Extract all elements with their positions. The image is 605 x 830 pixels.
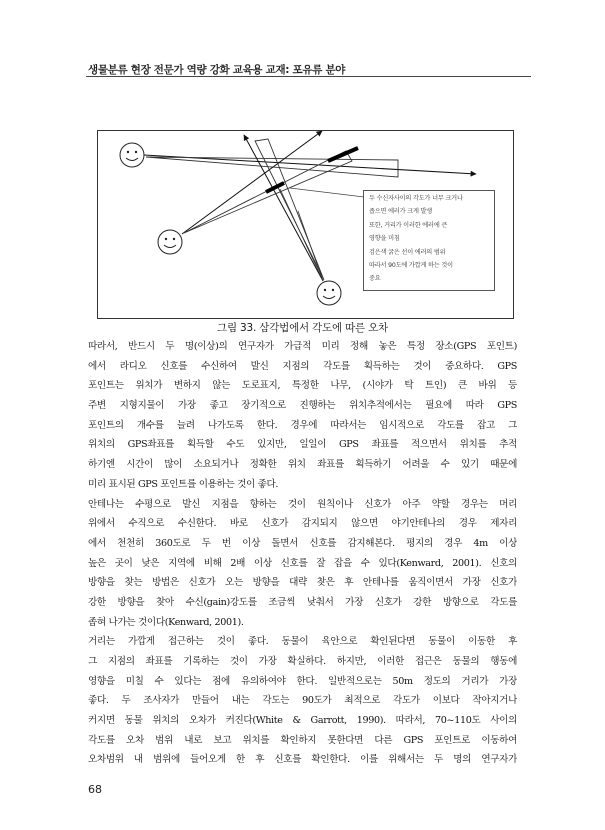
figure-caption: 그림 33. 삼각법에서 각도에 따른 오차 xyxy=(217,322,388,334)
body-line: 포인트는 위치가 변하지 않는 도로표지, 특정한 나무, (시야가 탁 트인) 큰 바위 등 xyxy=(88,380,517,392)
smiley-face-icon xyxy=(158,230,182,254)
body-line: 안테나는 수평으로 발신 지점을 향하는 것이 원칙이나 신호가 아주 약할 경우는 머리 xyxy=(88,498,517,510)
body-line: 포인트의 개수를 늘려 나가도록 한다. 경우에 따라서는 임시적으로 각도를 잡고 그 xyxy=(88,419,517,431)
callout-line: 영향을 미침 xyxy=(369,235,400,243)
body-line: 그 지점의 좌표를 기록하는 것이 가장 확실하다. 하지만, 이러한 접근은 동물의 행동에 xyxy=(88,656,517,667)
callout-line: 또한, 거리가 이러한 에러에 큰 xyxy=(369,221,448,229)
body-line: 주변 지형지물이 가장 좋고 장기적으로 진행하는 위치추적에서는 필요에 따라 GPS xyxy=(88,400,517,412)
page-number: 68 xyxy=(88,783,102,796)
running-header: 생물분류 현장 전문가 역량 강화 교육용 교재: 포유류 분야 xyxy=(88,64,346,76)
body-line: 따라서, 반드시 두 명(이상)의 연구자가 가급적 미리 정해 놓은 특정 장소(GPS 포인트) xyxy=(88,341,517,352)
header-rule xyxy=(86,76,531,77)
callout-box xyxy=(363,190,495,291)
body-line: 위치의 GPS좌표를 획득할 수도 있지만, 일일이 GPS 좌표를 적으면서 위치를 추적 xyxy=(88,439,517,451)
smiley-face-icon xyxy=(120,143,144,167)
callout-line: 검은색 굵은 선이 에러의 범위 xyxy=(369,248,446,256)
smiley-face-icon xyxy=(317,281,341,305)
body-line: 좁혀 나가는 것이다(Kenward, 2001). xyxy=(88,616,244,628)
body-line: 각도를 오차 범위 내로 보고 위치를 확인하지 못한다면 다른 GPS 포인트로 이동하여 xyxy=(88,734,517,746)
body-line: 에서 라디오 신호를 수신하여 발신 지점의 각도를 획득하는 것이 중요하다. GPS xyxy=(88,360,517,372)
body-text xyxy=(88,337,517,770)
callout-line: 두 수신자사이의 각도가 너무 크거나 xyxy=(369,195,463,202)
body-line: 방향을 찾는 방법은 신호가 오는 방향을 대략 찾은 후 안테나를 움직이면서 가장 신호가 xyxy=(88,577,517,589)
body-line: 좋다. 두 조사자가 만들어 내는 각도는 90도가 최적으로 각도가 이보다 작아지거나 xyxy=(88,695,517,707)
callout-line: 중요 xyxy=(369,275,381,283)
error-range-segment xyxy=(266,183,284,192)
body-line: 하기엔 시간이 많이 소요되거나 정확한 위치 좌표를 획득하기 어려울 수 있기 때문에 xyxy=(88,459,517,471)
body-line: 높은 곳이 낮은 지역에 비해 2배 이상 신호를 잘 잡을 수 있다(Kenward, 2001). 신호의 xyxy=(88,557,517,569)
body-line: 영향을 미칠 수 있다는 점에 유의하여야 한다. 일반적으로는 50m 정도의 거리가 가장 xyxy=(88,675,517,687)
triangulation-figure xyxy=(97,130,514,319)
body-line: 거리는 가깝게 접근하는 것이 좋다. 동물이 육안으로 확인된다면 동물이 이동한 후 xyxy=(88,636,517,648)
callout-line: 따라서 90도에 가깝게 하는 것이 xyxy=(369,262,453,270)
body-line: 에서 천천히 360도로 두 번 이상 돌면서 신호를 감지해본다. 평지의 경우 4m 이상 xyxy=(88,537,517,549)
callout-line: 좁으면 에러가 크게 발생 xyxy=(369,208,433,216)
body-line: 커지면 동물 위치의 오차가 커진다(White & Garrott, 1990). 따라서, 70~110도 사이의 xyxy=(88,715,517,727)
body-line: 위에서 수직으로 수신한다. 바로 신호가 감지되지 않으면 야기안테나의 경우 제자리 xyxy=(88,518,517,530)
bearing-line xyxy=(244,135,323,281)
body-line: 오차범위 내 범위에 들어오게 한 후 신호를 확인한다. 이를 위해서는 두 명의 연구자가 xyxy=(88,754,517,766)
callout-pointer xyxy=(290,188,364,197)
body-line: 강한 방향을 찾아 수신(gain)강도를 조금씩 낮춰서 가장 신호가 강한 방향으로 각도를 xyxy=(88,596,517,608)
body-line: 미리 표시된 GPS 포인트를 이용하는 것이 좋다. xyxy=(88,478,279,490)
